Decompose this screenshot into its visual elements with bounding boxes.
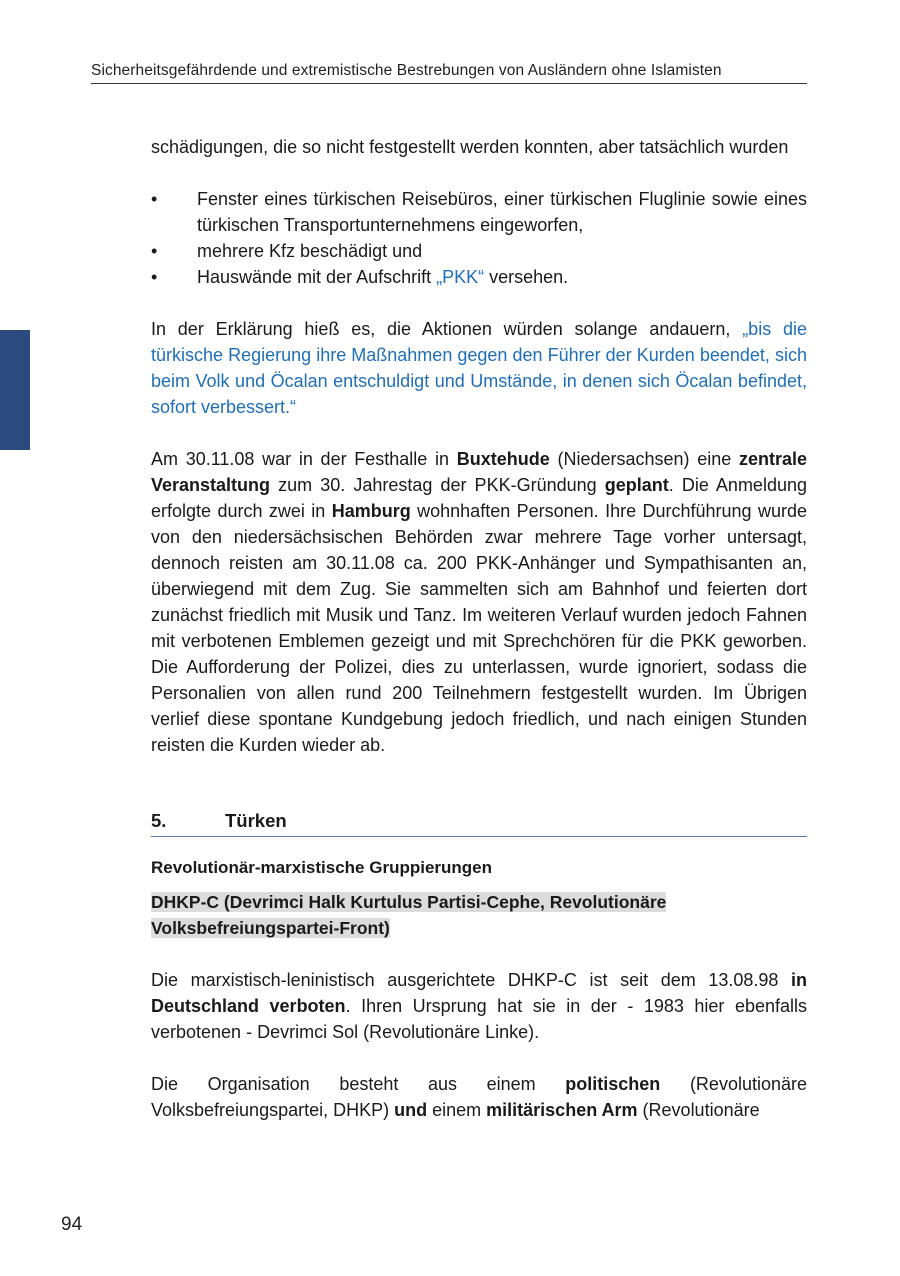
page-body xyxy=(151,134,807,1123)
list-item: • Fenster eines türkischen Reisebüros, einer türkischen Fluglinie sowie eines türkischen Transportunternehmens eingeworfen, xyxy=(151,186,807,238)
structure-paragraph: Die Organisation besteht aus einem politischen (Revolutionäre Volksbefreiungspartei, DHKP) und einem militärischen Arm (Revolutionäre xyxy=(151,1074,807,1120)
ban-paragraph: Die marxistisch-leninistisch ausgerichtete DHKP-C ist seit dem 13.08.98 in Deutschland verboten. Ihren Ursprung hat sie in der - 1983 hier ebenfalls verbotenen - Devrimci Sol (Revolutionäre Linke). xyxy=(151,970,807,1042)
pkk-quote: „PKK“ xyxy=(436,267,485,287)
intro-paragraph: schädigungen, die so nicht festgestellt werden konnten, aber tatsächlich wurden xyxy=(151,137,789,157)
list-item: • Hauswände mit der Aufschrift „PKK“ versehen. xyxy=(151,264,807,290)
bullet-icon: • xyxy=(151,241,158,261)
statement-paragraph: In der Erklärung hieß es, die Aktionen würden solange andauern, „bis die türkische Regierung ihre Maßnahmen gegen den Führer der Kurden beendet, sich beim Volk und Öcalan entschuldigt und Umstände, in denen sich Öcalan befindet, sofort verbessert.“ xyxy=(151,319,807,417)
organization-title: DHKP-C (Devrimci Halk Kurtulus Partisi-Cephe, Revolutionäre Volksbefreiungspartei-Front) xyxy=(151,892,667,938)
event-paragraph: Am 30.11.08 war in der Festhalle in Buxtehude (Niedersachsen) eine zentrale Veranstaltung zum 30. Jahrestag der PKK-Gründung geplant. Die Anmeldung erfolgte durch zwei in Hamburg wohnhaften Personen. Ihre Durchführung wurde von den niedersächsischen Behörden zwar mehrere Tage vorher untersagt, dennoch reisten am 30.11.08 ca. 200 PKK-Anhänger und Sympathisanten an, überwiegend mit dem Zug. Sie sammelten sich am Bahnhof und feierten dort zunächst friedlich mit Musik und Tanz. Im weiteren Verlauf wurden jedoch Fahnen mit verbotenen Emblemen gezeigt und mit Sprechchören für die PKK geworben. Die Aufforderung der Polizei, dies zu unterlassen, wurde ignoriert, sodass die Personalien von allen rund 200 Teilnehmern festgestellt wurden. Im Übrigen verlief diese spontane Kundgebung jedoch friedlich, und nach einigen Stunden reisten die Kurden wieder ab. xyxy=(151,449,807,755)
bullet-icon: • xyxy=(151,267,158,287)
list-item: • mehrere Kfz beschädigt und xyxy=(151,238,807,264)
section-title: Türken xyxy=(225,810,287,831)
bullet-icon: • xyxy=(151,189,158,209)
section-number: 5. xyxy=(151,810,167,831)
chapter-side-tab xyxy=(0,330,30,450)
subheading: Revolutionär-marxistische Gruppierungen xyxy=(151,858,493,877)
statement-quote: „bis die türkische Regierung ihre Maßnahmen gegen den Führer der Kurden beendet, sich beim Volk und Öcalan entschuldigt und Umstände, in denen sich Öcalan befindet, sofort verbessert.“ xyxy=(151,319,807,417)
running-header: Sicherheitsgefährdende und extremistische Bestrebungen von Ausländern ohne Islamisten xyxy=(91,62,807,84)
damage-list xyxy=(151,186,807,290)
section-heading xyxy=(151,808,807,837)
page-number: 94 xyxy=(61,1214,83,1235)
